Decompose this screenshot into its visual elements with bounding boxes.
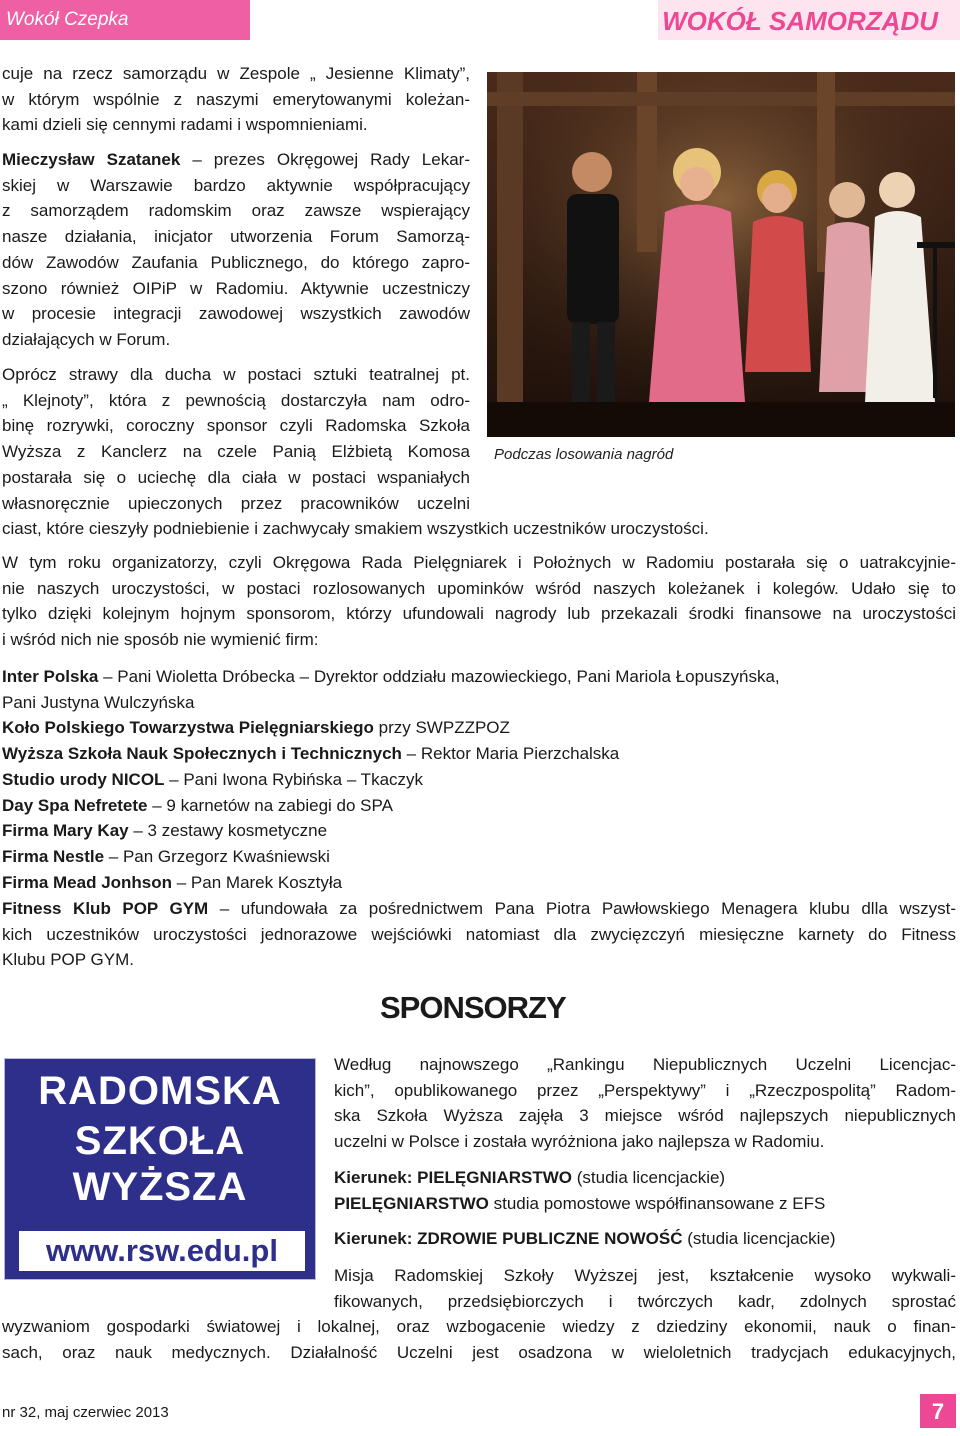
sponsor-detail: – 9 karnetów na zabiegi do SPA [147,795,393,815]
text-line: Według najnowszego „Rankingu Niepublicznych Uczelni Licencjac- [334,1055,956,1074]
sponsor-detail: – Pan Grzegorz Kwaśniewski [104,846,330,866]
text-line: w procesie integracji zawodowej wszystkich zawodów [2,304,470,324]
text-line: nie naszych uroczystości, w postaci rozlosowanych upominków wśród naszych koleżanek i kolegów. Udało się to [2,578,956,598]
list-item [2,690,780,716]
page-number: 7 [920,1394,956,1428]
list-item [2,741,780,767]
text-line: postarała się o uciechę dla ciała w postaci wspaniałych [2,467,470,487]
kierunek-label: Kierunek: PIELĘGNIARSTWO [334,1168,573,1187]
text-line: i wśród nich nie sposób nie wymienić firm: [2,630,319,650]
issue-label: nr 32, maj czerwiec 2013 [2,1404,169,1421]
text-line [2,896,956,922]
ranking-paragraph [334,1052,956,1155]
list-item [2,793,780,819]
list-item [2,715,780,741]
szatanek-paragraph [2,147,470,353]
list-item [2,664,780,690]
list-item [334,1226,836,1252]
text-line: uczelni w Polsce i została wyróżniona jako najlepsza w Radomiu. [334,1132,825,1152]
text-line: działających w Forum. [2,329,171,349]
text-line: ska Szkoła Wyższa zajęła 3 miejsce wśród najlepszych niepublicznych [334,1106,956,1126]
sponsor-name: Fitness Klub POP GYM [2,899,209,918]
text-line: szono również OIPiP w Radomiu. Aktywnie uczestniczy [2,278,470,298]
text-line [2,147,470,173]
sponsor-detail: przy SWPZZPOZ [373,718,510,738]
text-line: własnoręcznie upieczonych przez pracowników uczelni [2,493,470,513]
logo-line: SZKOŁA [74,1119,246,1163]
sponsor-detail: – Pan Marek Kosztyła [172,872,343,892]
text-line: Oprócz strawy dla ducha w postaci sztuki teatralnej pt. [2,365,470,384]
sponsor-name: Firma Nestle [2,846,105,866]
kierunek-detail: studia pomostowe współfinansowane z EFS [488,1193,826,1213]
text-line: kich”, opublikowanego przez „Perspektywy” i „Rzeczpospolitą” Radom- [334,1080,956,1100]
list-item [2,844,780,870]
text-line: W tym roku organizatorzy, czyli Okręgowa Rada Pielęgniarek i Położnych w Radomiu postarała się o uatrakcyjnie- [2,553,956,572]
sponsor-detail: – Rektor Maria Pierzchalska [401,744,620,764]
sponsor-name: Studio urody NICOL [2,769,165,789]
sponsor-name: Koło Polskiego Towarzystwa Pielęgniarskiego [2,718,374,738]
text-line: wyzwaniom gospodarki światowej i lokalnej, oraz wzbogacenie wiedzy z dziedziny ekonomii, nauk o finan- [2,1317,956,1336]
sponsor-name: Firma Mary Kay [2,821,129,841]
list-item [2,818,780,844]
text-line: w którym wspólnie z naszymi emerytowanymi koleżan- [2,89,470,109]
list-item [2,870,780,896]
text-line: kami dzieli się cennymi radami i wspomnieniami. [2,115,368,135]
text-line: ciast, które cieszyły podniebienie i zachwycały smakiem wszystkich uczestników uroczystości. [2,519,709,538]
kierunek-list-2 [334,1226,836,1252]
text-line: Klubu POP GYM. [2,950,134,970]
photo-illustration [487,72,955,437]
intro-paragraph [2,61,470,138]
sponsor-name: Firma Mead Jonhson [2,872,173,892]
sponsor-detail: Pani Justyna Wulczyńska [2,692,195,712]
logo-url: www.rsw.edu.pl [19,1231,305,1271]
text-line: binę rozrywki, coroczny sponsor czyli Radomska Szkoła [2,416,470,436]
kierunek-list [334,1165,825,1216]
oprocz-paragraph [2,362,470,516]
logo-line: RADOMSKA [38,1069,282,1113]
event-photo [487,72,955,437]
text-fragment: – prezes Okręgowej Rady Lekar- [180,150,470,169]
text-line: tylko dzięki kolejnym hojnym sponsorom, którzy ufundowali nagrody lub przekazali środki finansowe na uroczystości [2,604,956,624]
sponsor-name: Day Spa Nefretete [2,795,148,815]
kierunek-label: PIELĘGNIARSTWO [334,1193,489,1213]
list-item [334,1191,825,1217]
list-item [334,1165,825,1191]
text-line: nasze działania, inicjator utworzenia Forum Samorzą- [2,227,470,247]
sponsor-name: Wyższa Szkoła Nauk Społecznych i Technicznych [2,744,402,764]
sponsors-list [2,664,780,895]
text-line: z samorządem radomskim oraz zawsze wspierający [2,201,470,221]
list-item [2,767,780,793]
misja-paragraph-continued [2,1314,956,1365]
text-line: sach, oraz nauk medycznych. Działalność Uczelni jest osadzona w wieloletnich tradycjach edukacyjnych, [2,1342,956,1362]
text-line: „ Klejnoty”, która z pewnością dostarczyła nam odro- [2,390,470,410]
organizers-paragraph [2,550,956,653]
text-line: dów Zawodów Zaufania Publicznego, do którego zapro- [2,252,470,272]
kierunek-label: Kierunek: ZDROWIE PUBLICZNE NOWOŚĆ [334,1229,683,1248]
misja-paragraph [334,1263,956,1314]
sponsor-name: Inter Polska [2,667,99,686]
text-fragment: – ufundowała za pośrednictwem Pana Piotra Pawłowskiego Menagera klubu dlla wszyst- [208,899,957,918]
oprocz-paragraph-end [2,516,802,542]
text-line: Misja Radomskiej Szkoły Wyższej jest, kształcenie wysoko wykwali- [334,1266,956,1285]
rsw-logo [4,1058,316,1280]
kierunek-detail: (studia licencjackie) [572,1168,726,1187]
photo-caption: Podczas losowania nagród [494,446,674,463]
sponsors-heading: SPONSORZY [380,990,566,1025]
section-header-left: Wokół Czepka [0,0,250,40]
kierunek-detail: (studia licencjackie) [682,1229,836,1248]
text-line: fikowanych, przedsiębiorczych i twórczych kadr, zdolnych sprostać [334,1291,956,1311]
fitness-paragraph [2,896,956,973]
sponsor-detail: – Pani Iwona Rybińska – Tkaczyk [164,769,424,789]
logo-line: WYŻSZA [72,1165,248,1209]
section-header-right: WOKÓŁ SAMORZĄDU [658,0,960,40]
text-line: kich uczestników uroczystości jednorazowe wejściówki natomiast dla zwycięzczyń miesięczne karnety do Fitness [2,924,956,944]
sponsor-detail: – Pani Wioletta Dróbecka – Dyrektor oddziału mazowieckiego, Pani Mariola Łopuszyńska, [98,667,780,686]
person-name: Mieczysław Szatanek [2,150,181,169]
text-line: Wyższa z Kanclerz na czele Panią Elżbietą Komosa [2,442,470,462]
text-line: skiej w Warszawie bardzo aktywnie współpracujący [2,175,470,195]
sponsor-detail: – 3 zestawy kosmetyczne [128,821,328,841]
text-line: cuje na rzecz samorządu w Zespole „ Jesienne Klimaty”, [2,64,470,83]
